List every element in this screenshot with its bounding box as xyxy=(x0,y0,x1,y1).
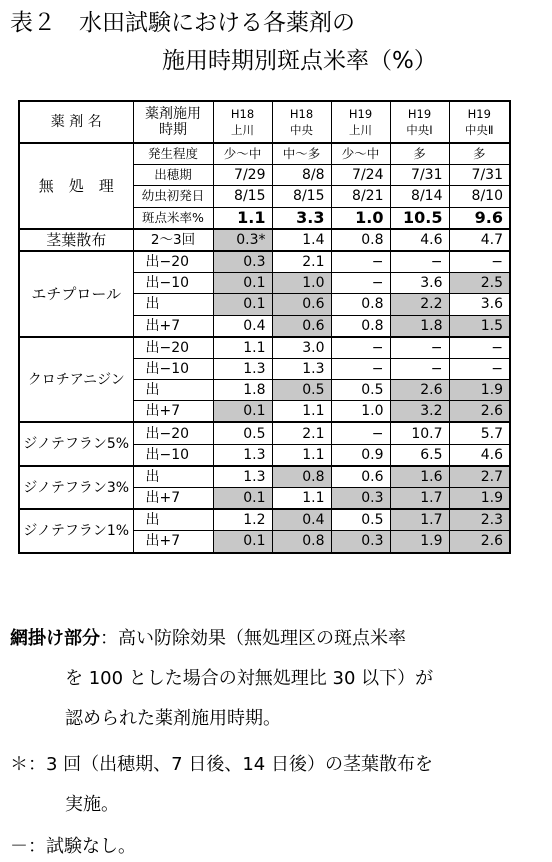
header-timing xyxy=(133,101,213,143)
rate-value: − xyxy=(449,337,510,359)
rate-value: 0.8 xyxy=(331,294,390,315)
untreated-value: 7/31 xyxy=(390,165,449,186)
rate-value: 1.4 xyxy=(272,229,331,251)
application-timing: 出 xyxy=(133,466,213,488)
application-timing: 出 xyxy=(133,509,213,531)
untreated-value: 10.5 xyxy=(390,207,449,229)
note-asterisk-line2: 実施。 xyxy=(65,794,119,815)
application-timing: 出 xyxy=(133,380,213,401)
untreated-value: 少～中 xyxy=(331,143,390,165)
rate-value: 0.5 xyxy=(331,380,390,401)
rate-value: 1.7 xyxy=(390,488,449,510)
untreated-value: 多 xyxy=(390,143,449,165)
rate-value: 2.7 xyxy=(449,466,510,488)
rate-value: 0.6 xyxy=(331,466,390,488)
untreated-value: 多 xyxy=(449,143,510,165)
rate-value: 1.8 xyxy=(213,380,272,401)
untreated-value: 中～多 xyxy=(272,143,331,165)
rate-value: 0.5 xyxy=(213,422,272,444)
header-drug-name: 薬 剤 名 xyxy=(19,101,133,143)
application-timing: 出−10 xyxy=(133,358,213,379)
application-timing: 出 xyxy=(133,294,213,315)
rate-value: 1.8 xyxy=(390,315,449,337)
site-name: 中央Ⅰ xyxy=(406,123,433,137)
site-year: H18 xyxy=(289,107,314,121)
rate-value: 0.3* xyxy=(213,229,272,251)
application-timing: 出−20 xyxy=(133,251,213,273)
header-row xyxy=(19,101,510,143)
note-shading-line2: を 100 とした場合の対無処理比 30 以下）が xyxy=(65,668,434,689)
rate-value: 3.2 xyxy=(390,401,449,423)
untreated-value: 1.1 xyxy=(213,207,272,229)
application-timing: 出−20 xyxy=(133,337,213,359)
rate-value: 0.8 xyxy=(331,315,390,337)
untreated-value: 8/15 xyxy=(272,186,331,207)
drug-name: エチプロール xyxy=(19,251,133,337)
rate-value: − xyxy=(449,358,510,379)
header-site xyxy=(331,101,390,143)
rate-value: 4.6 xyxy=(390,229,449,251)
rate-value: 1.2 xyxy=(213,509,272,531)
table-row xyxy=(19,337,510,359)
rate-value: 0.3 xyxy=(331,531,390,553)
application-timing: 出+7 xyxy=(133,488,213,510)
untreated-value: 8/10 xyxy=(449,186,510,207)
rate-value: 0.6 xyxy=(272,294,331,315)
rate-value: − xyxy=(390,358,449,379)
rate-value: 2.1 xyxy=(272,251,331,273)
application-timing: 出+7 xyxy=(133,531,213,553)
rate-value: 0.1 xyxy=(213,401,272,423)
untreated-value: 8/8 xyxy=(272,165,331,186)
table-row xyxy=(19,229,510,251)
note-shading-text: ：高い防除効果（無処理区の斑点米率 xyxy=(100,628,406,649)
header-timing-line2: 時期 xyxy=(159,122,187,138)
rate-value: 2.6 xyxy=(449,401,510,423)
header-site xyxy=(449,101,510,143)
rate-value: − xyxy=(331,273,390,294)
application-timing: 出−20 xyxy=(133,422,213,444)
results-table xyxy=(18,100,511,554)
note-shading-line3: 認められた薬剤施用時期。 xyxy=(65,708,281,729)
rate-value: 1.6 xyxy=(390,466,449,488)
untreated-value: 3.3 xyxy=(272,207,331,229)
rate-value: 0.8 xyxy=(272,531,331,553)
untreated-value: 少～中 xyxy=(213,143,272,165)
rate-value: 0.6 xyxy=(272,315,331,337)
untreated-value: 8/15 xyxy=(213,186,272,207)
table-title-line2: 施用時期別斑点米率（%） xyxy=(162,48,437,74)
note-asterisk-line1: ＊：3 回（出穂期、7 日後、14 日後）の茎葉散布を xyxy=(10,754,433,775)
untreated-value: 1.0 xyxy=(331,207,390,229)
rate-value: 1.3 xyxy=(213,444,272,466)
rate-value: − xyxy=(449,251,510,273)
rate-value: 1.1 xyxy=(213,337,272,359)
table-row xyxy=(19,509,510,531)
rate-value: 1.7 xyxy=(390,509,449,531)
rate-value: − xyxy=(331,251,390,273)
rate-value: 2.3 xyxy=(449,509,510,531)
rate-value: − xyxy=(390,337,449,359)
rate-value: 6.5 xyxy=(390,444,449,466)
untreated-value: 8/14 xyxy=(390,186,449,207)
drug-name: ジノテフラン3% xyxy=(19,466,133,509)
application-timing: 出−10 xyxy=(133,444,213,466)
rate-value: 1.1 xyxy=(272,444,331,466)
rate-value: 0.3 xyxy=(331,488,390,510)
rate-value: 3.6 xyxy=(449,294,510,315)
note-shading-term: 網掛け部分 xyxy=(10,628,100,649)
rate-value: 4.6 xyxy=(449,444,510,466)
application-timing: 出+7 xyxy=(133,401,213,423)
rate-value: 2.6 xyxy=(390,380,449,401)
table-row xyxy=(19,251,510,273)
table-row xyxy=(19,466,510,488)
untreated-label: 無 処 理 xyxy=(19,143,133,229)
rate-value: 1.3 xyxy=(213,466,272,488)
untreated-item: 出穂期 xyxy=(133,165,213,186)
rate-value: 0.1 xyxy=(213,294,272,315)
table-row xyxy=(19,422,510,444)
header-site xyxy=(272,101,331,143)
site-year: H19 xyxy=(467,107,491,121)
header-timing-line1: 薬剤施用 xyxy=(145,106,201,122)
untreated-value: 7/24 xyxy=(331,165,390,186)
untreated-row xyxy=(19,143,510,165)
rate-value: 3.6 xyxy=(390,273,449,294)
rate-value: − xyxy=(390,251,449,273)
rate-value: 2.5 xyxy=(449,273,510,294)
rate-value: 1.9 xyxy=(449,380,510,401)
rate-value: 0.1 xyxy=(213,488,272,510)
drug-name: クロチアニジン xyxy=(19,337,133,423)
rate-value: 0.5 xyxy=(331,509,390,531)
rate-value: 3.0 xyxy=(272,337,331,359)
rate-value: − xyxy=(331,337,390,359)
site-year: H18 xyxy=(230,107,255,121)
site-name: 上川 xyxy=(231,123,254,137)
application-timing: 出+7 xyxy=(133,315,213,337)
untreated-item: 発生程度 xyxy=(133,143,213,165)
note-dash: －：試験なし。 xyxy=(10,836,136,857)
rate-value: 0.1 xyxy=(213,273,272,294)
untreated-item: 幼虫初発日 xyxy=(133,186,213,207)
rate-value: 1.9 xyxy=(449,488,510,510)
site-name: 上川 xyxy=(349,123,372,137)
rate-value: 4.7 xyxy=(449,229,510,251)
rate-value: 5.7 xyxy=(449,422,510,444)
table-title-line1: 表２ 水田試験における各薬剤の xyxy=(10,10,355,36)
rate-value: 0.1 xyxy=(213,531,272,553)
site-year: H19 xyxy=(348,107,373,121)
drug-name: 茎葉散布 xyxy=(19,229,133,251)
rate-value: 1.3 xyxy=(213,358,272,379)
drug-name: ジノテフラン5% xyxy=(19,422,133,465)
site-name: 中央 xyxy=(290,123,313,137)
drug-name: ジノテフラン1% xyxy=(19,509,133,552)
application-timing: 出−10 xyxy=(133,273,213,294)
rate-value: 0.9 xyxy=(331,444,390,466)
untreated-value: 8/21 xyxy=(331,186,390,207)
untreated-value: 7/29 xyxy=(213,165,272,186)
rate-value: 2.6 xyxy=(449,531,510,553)
rate-value: 1.5 xyxy=(449,315,510,337)
rate-value: 1.1 xyxy=(272,401,331,423)
site-name: 中央Ⅱ xyxy=(464,123,494,137)
rate-value: 0.4 xyxy=(272,509,331,531)
application-timing: 2～3回 xyxy=(133,229,213,251)
rate-value: 0.8 xyxy=(331,229,390,251)
rate-value: 0.4 xyxy=(213,315,272,337)
rate-value: 1.3 xyxy=(272,358,331,379)
site-year: H19 xyxy=(407,107,432,121)
header-site xyxy=(213,101,272,143)
rate-value: 10.7 xyxy=(390,422,449,444)
rate-value: 1.1 xyxy=(272,488,331,510)
rate-value: 1.0 xyxy=(272,273,331,294)
rate-value: − xyxy=(331,358,390,379)
untreated-value: 7/31 xyxy=(449,165,510,186)
rate-value: 2.1 xyxy=(272,422,331,444)
header-site xyxy=(390,101,449,143)
rate-value: 1.9 xyxy=(390,531,449,553)
rate-value: − xyxy=(331,422,390,444)
untreated-value: 9.6 xyxy=(449,207,510,229)
rate-value: 0.3 xyxy=(213,251,272,273)
rate-value: 1.0 xyxy=(331,401,390,423)
rate-value: 0.5 xyxy=(272,380,331,401)
rate-value: 0.8 xyxy=(272,466,331,488)
note-shading-line1 xyxy=(10,624,406,650)
rate-value: 2.2 xyxy=(390,294,449,315)
untreated-item: 斑点米率% xyxy=(133,207,213,229)
